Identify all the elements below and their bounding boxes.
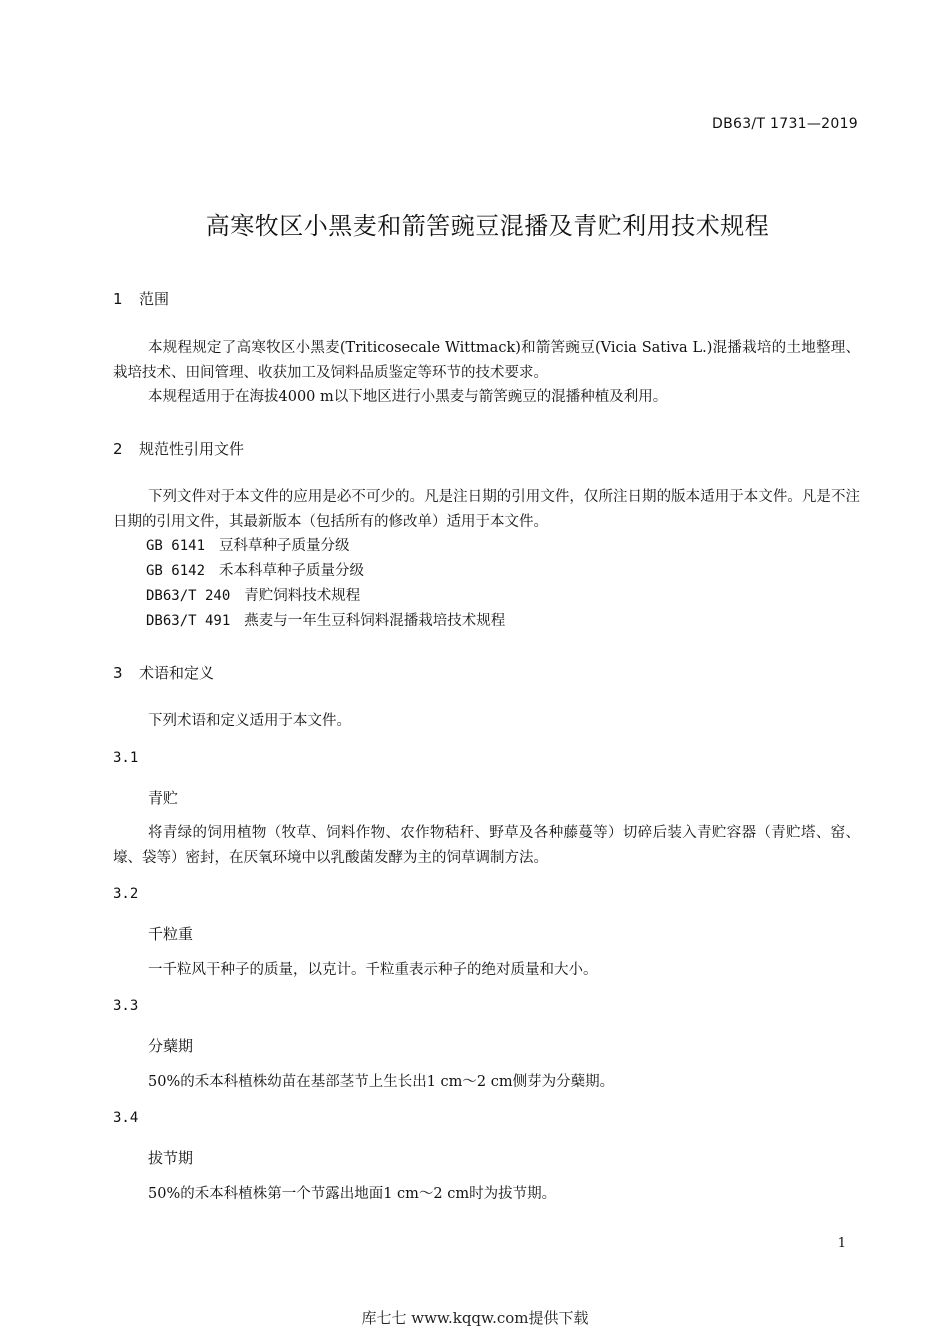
section-heading-scope <box>113 288 169 309</box>
reference-code: DB63/T 491 <box>146 613 231 629</box>
reference-code: DB63/T 240 <box>146 588 231 604</box>
section-title: 范围 <box>139 290 170 308</box>
section-heading-terms <box>113 662 214 683</box>
reference-name: 禾本科草种子质量分级 <box>219 563 365 579</box>
references-intro-paragraph: 下列文件对于本文件的应用是必不可少的。凡是注日期的引用文件，仅所注日期的版本适用于本文件。凡是不注日期的引用文件，其最新版本（包括所有的修改单）适用于本文件。 <box>113 489 860 530</box>
reference-code: GB 6142 <box>146 563 206 579</box>
document-code: DB63/T 1731—2019 <box>712 116 858 132</box>
reference-name: 青贮饲料技术规程 <box>244 588 361 604</box>
section-heading-normative-references <box>113 438 244 459</box>
page-number: 1 <box>837 1236 846 1251</box>
term-definition: 将青绿的饲用植物（牧草、饲料作物、农作物秸秆、野草及各种藤蔓等）切碎后装入青贮容器（青贮塔、窑、壕、袋等）密封，在厌氧环境中以乳酸菌发酵为主的饲草调制方法。 <box>113 825 860 866</box>
reference-name: 豆科草种子质量分级 <box>219 538 350 554</box>
term-number: 3.2 <box>113 886 139 902</box>
reference-item <box>146 559 364 584</box>
footer-download-note: 库七七 www.kqqw.com提供下载 <box>361 1309 589 1327</box>
reference-item <box>146 609 505 634</box>
term-definition: 一千粒风干种子的质量，以克计。千粒重表示种子的绝对质量和大小。 <box>148 962 598 978</box>
term-definition: 50%的禾本科植株幼苗在基部茎节上生长出1 cm～2 cm侧芽为分蘖期。 <box>148 1074 615 1090</box>
term-title: 拔节期 <box>148 1149 194 1167</box>
term-title: 青贮 <box>148 789 179 807</box>
section-number: 2 <box>113 440 123 458</box>
document-title: 高寒牧区小黑麦和箭筈豌豆混播及青贮利用技术规程 <box>205 212 770 240</box>
scope-paragraph-2: 本规程适用于在海拔4000 m以下地区进行小黑麦与箭筈豌豆的混播种植及利用。 <box>148 389 668 405</box>
term-title: 千粒重 <box>148 925 194 943</box>
reference-code: GB 6141 <box>146 538 206 554</box>
term-title: 分蘖期 <box>148 1037 194 1055</box>
terms-intro-paragraph: 下列术语和定义适用于本文件。 <box>148 713 351 729</box>
scope-paragraph-1: 本规程规定了高寒牧区小黑麦(Triticosecale Wittmack)和箭筈豌豆(Vicia Sativa L.)混播栽培的土地整理、栽培技术、田间管理、收获加工及饲料品质鉴定等环节的技术要求。 <box>113 340 860 381</box>
term-number: 3.4 <box>113 1110 139 1126</box>
term-definition: 50%的禾本科植株第一个节露出地面1 cm～2 cm时为拔节期。 <box>148 1186 557 1202</box>
section-title: 术语和定义 <box>139 664 215 682</box>
reference-item <box>146 584 360 609</box>
reference-name: 燕麦与一年生豆科饲料混播栽培技术规程 <box>244 613 506 629</box>
section-title: 规范性引用文件 <box>139 440 245 458</box>
term-number: 3.3 <box>113 998 139 1014</box>
section-number: 1 <box>113 290 123 308</box>
section-number: 3 <box>113 664 123 682</box>
term-number: 3.1 <box>113 750 139 766</box>
reference-item <box>146 534 350 559</box>
